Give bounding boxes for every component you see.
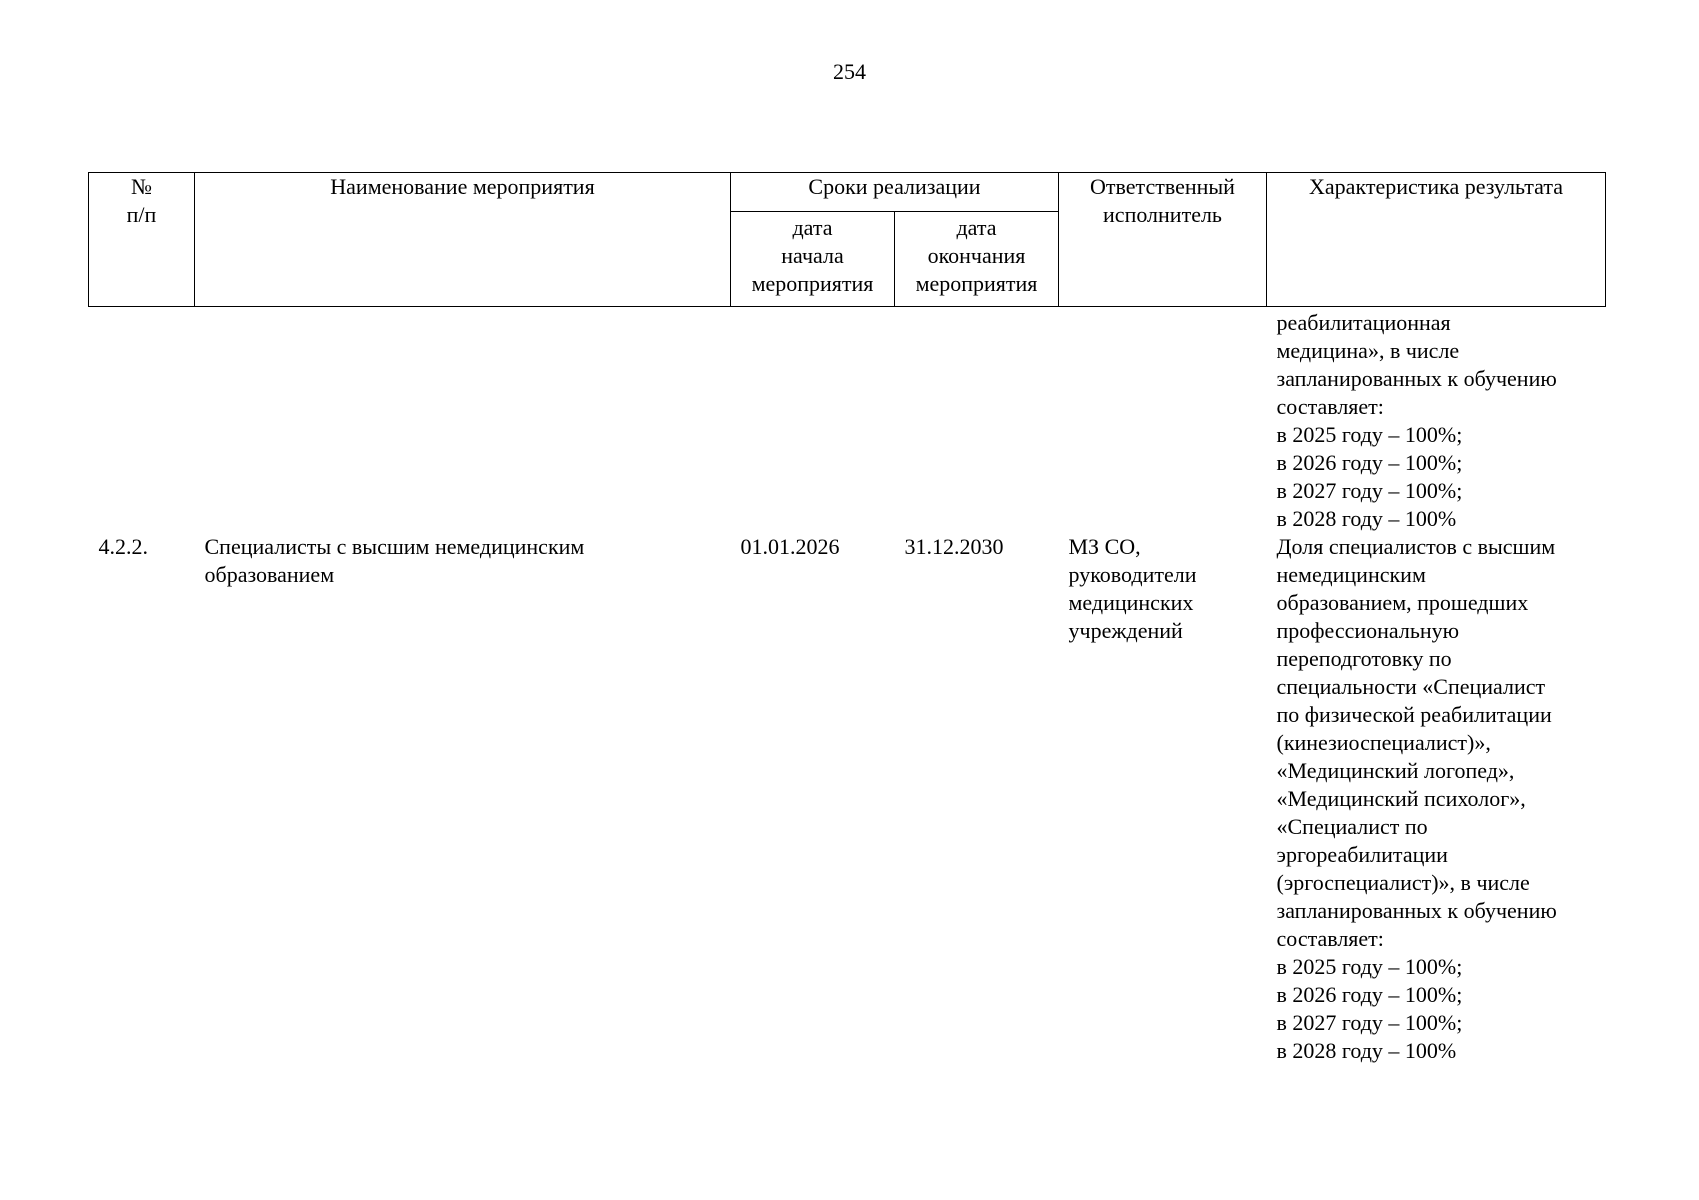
- header-end-date: дата окончания мероприятия: [895, 212, 1059, 307]
- row-responsible: МЗ СО, руководители медицинских учреждений: [1068, 534, 1197, 643]
- result-continuation: реабилитационная медицина», в числе запланированных к обучению составляет: в 2025 году – 100%; в 2026 году – 100%; в 2027 году – 100%; в 2028 году – 100%: [1276, 310, 1557, 531]
- page-number: 254: [833, 59, 866, 84]
- header-start-date: дата начала мероприятия: [731, 212, 895, 307]
- row-measure-name: Специалисты с высшим немедицинским образованием: [204, 534, 585, 587]
- table-header: [89, 173, 1606, 307]
- header-result: Характеристика результата: [1267, 173, 1606, 307]
- table-row-continuation: [89, 307, 1606, 534]
- table-row: [89, 533, 1606, 1065]
- row-result: Доля специалистов с высшим немедицинским образованием, прошедших профессиональную переподготовку по специальности «Специалист по физической реабилитации (кинезиоспециалист)», «Медицинский логопед», «Медицинский психолог», «Специалист по эргореабилитации (эргоспециалист)», в числе запланированных к обучению составляет: в 2025 году – 100%; в 2026 году – 100%; в 2027 году – 100%; в 2028 году – 100%: [1276, 534, 1557, 1063]
- table-body: [89, 307, 1606, 1066]
- header-number: № п/п: [89, 173, 195, 307]
- header-measure-name: Наименование мероприятия: [195, 173, 731, 307]
- row-start-date: 01.01.2026: [740, 534, 840, 559]
- measures-table: [88, 172, 1606, 1065]
- row-number: 4.2.2.: [98, 534, 148, 559]
- header-responsible: Ответственный исполнитель: [1059, 173, 1267, 307]
- row-end-date: 31.12.2030: [904, 534, 1004, 559]
- header-period: Сроки реализации: [731, 173, 1059, 212]
